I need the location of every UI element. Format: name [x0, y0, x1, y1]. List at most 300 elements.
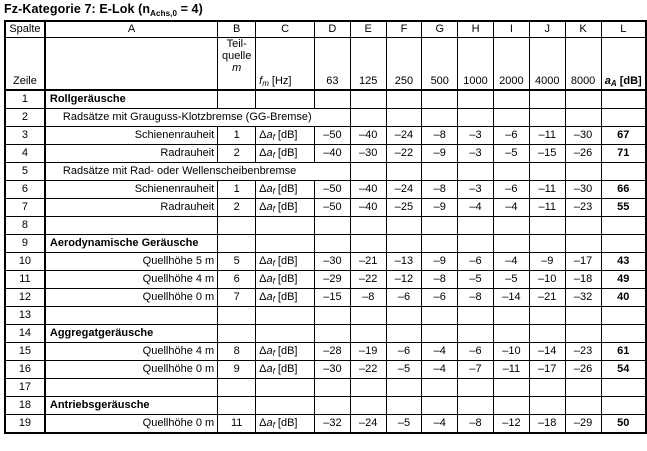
octave-band-value-cell: –6: [422, 289, 458, 307]
table-row: [5, 109, 646, 127]
octave-band-value-cell: –32: [565, 289, 601, 307]
table-row: [5, 217, 646, 235]
title-prefix: Fz-Kategorie 7: E-Lok (n: [4, 2, 151, 16]
aa-subscript: A: [610, 78, 617, 88]
octave-band-value-cell: –18: [529, 415, 565, 434]
empty-octave-cell: [458, 217, 494, 235]
source-name-cell: Quellhöhe 5 m: [45, 253, 218, 271]
col-letter-J: J: [529, 21, 565, 38]
octave-band-value-cell: –11: [529, 199, 565, 217]
octave-band-value-cell: –15: [314, 289, 350, 307]
octave-band-value-cell: –23: [565, 199, 601, 217]
a-weighted-total-cell: 71: [601, 145, 646, 163]
octave-band-value-cell: –9: [422, 145, 458, 163]
zeile-header: Zeile: [5, 38, 45, 91]
table-row: [5, 145, 646, 163]
col-letter-A: A: [45, 21, 218, 38]
empty-octave-cell: [314, 379, 350, 397]
row-number-cell: 6: [5, 181, 45, 199]
octave-band-value-cell: –9: [422, 253, 458, 271]
empty-octave-cell: [458, 163, 494, 181]
source-name-cell: Quellhöhe 0 m: [45, 289, 218, 307]
table-row: [5, 271, 646, 289]
table-row: [5, 90, 646, 109]
octave-band-value-cell: –8: [422, 181, 458, 199]
section-heading-cell: Antriebsgeräusche: [45, 397, 218, 415]
empty-fm-cell: [256, 307, 315, 325]
column-letter-row: [5, 21, 646, 38]
empty-octave-cell: [386, 90, 422, 109]
empty-octave-cell: [458, 90, 494, 109]
empty-total-cell: [601, 109, 646, 127]
empty-octave-cell: [350, 163, 386, 181]
empty-source-cell: [45, 379, 218, 397]
octave-band-value-cell: –26: [565, 145, 601, 163]
freq-2000: 2000: [493, 38, 529, 91]
empty-source-cell: [45, 217, 218, 235]
row-number-cell: 19: [5, 415, 45, 434]
empty-octave-cell: [529, 307, 565, 325]
column-title-row: [5, 38, 646, 91]
title-suffix: = 4): [177, 2, 203, 16]
a-weighted-total-cell: 66: [601, 181, 646, 199]
table-row: [5, 289, 646, 307]
delta-a-label-cell: $\Delta a_f$ [dB]: [256, 343, 315, 361]
empty-octave-cell: [386, 235, 422, 253]
delta-a-label-cell: $\Delta a_f$ [dB]: [256, 271, 315, 289]
octave-band-value-cell: –22: [386, 145, 422, 163]
empty-octave-cell: [350, 397, 386, 415]
empty-octave-cell: [565, 235, 601, 253]
row-number-cell: 15: [5, 343, 45, 361]
empty-octave-cell: [386, 163, 422, 181]
empty-octave-cell: [350, 307, 386, 325]
empty-octave-cell: [350, 235, 386, 253]
empty-octave-cell: [565, 379, 601, 397]
empty-octave-cell: [314, 235, 350, 253]
empty-octave-cell: [458, 307, 494, 325]
table-title: [4, 2, 647, 18]
title-subscript: Achs,0: [150, 9, 177, 18]
octave-band-value-cell: –22: [350, 271, 386, 289]
empty-total-cell: [601, 217, 646, 235]
source-name-cell: Quellhöhe 0 m: [45, 415, 218, 434]
source-name-cell: Radrauheit: [45, 145, 218, 163]
row-number-cell: 1: [5, 90, 45, 109]
empty-octave-cell: [493, 109, 529, 127]
empty-octave-cell: [350, 109, 386, 127]
row-number-cell: 12: [5, 289, 45, 307]
empty-fm-cell: [256, 379, 315, 397]
empty-octave-cell: [458, 235, 494, 253]
octave-band-value-cell: –5: [386, 415, 422, 434]
col-letter-G: G: [422, 21, 458, 38]
empty-octave-cell: [529, 235, 565, 253]
empty-octave-cell: [565, 109, 601, 127]
octave-band-value-cell: –29: [565, 415, 601, 434]
empty-octave-cell: [493, 325, 529, 343]
octave-band-value-cell: –6: [386, 343, 422, 361]
empty-octave-cell: [529, 90, 565, 109]
fm-symbol: f: [259, 74, 263, 87]
delta-a-label-cell: $\Delta a_f$ [dB]: [256, 145, 315, 163]
octave-band-value-cell: –4: [458, 199, 494, 217]
octave-band-value-cell: –6: [458, 343, 494, 361]
octave-band-value-cell: –14: [493, 289, 529, 307]
aa-unit: [dB]: [616, 74, 642, 87]
row-number-cell: 7: [5, 199, 45, 217]
empty-octave-cell: [493, 307, 529, 325]
empty-teilquelle-cell: [218, 325, 256, 343]
octave-band-value-cell: –3: [458, 145, 494, 163]
empty-octave-cell: [422, 397, 458, 415]
empty-octave-cell: [422, 163, 458, 181]
col-letter-F: F: [386, 21, 422, 38]
empty-total-cell: [601, 379, 646, 397]
teilquelle-number-cell: 7: [218, 289, 256, 307]
empty-octave-cell: [422, 109, 458, 127]
empty-total-cell: [601, 90, 646, 109]
table-row: [5, 397, 646, 415]
section-heading-cell: Aerodynamische Geräusche: [45, 235, 218, 253]
empty-octave-cell: [565, 90, 601, 109]
octave-band-value-cell: –21: [529, 289, 565, 307]
a-weighted-total-cell: 43: [601, 253, 646, 271]
octave-band-value-cell: –5: [458, 271, 494, 289]
empty-octave-cell: [458, 379, 494, 397]
empty-octave-cell: [565, 325, 601, 343]
freq-8000: 8000: [565, 38, 601, 91]
row-number-cell: 18: [5, 397, 45, 415]
octave-band-value-cell: –24: [386, 127, 422, 145]
empty-total-cell: [601, 307, 646, 325]
empty-total-cell: [601, 235, 646, 253]
empty-octave-cell: [493, 235, 529, 253]
col-letter-H: H: [458, 21, 494, 38]
empty-octave-cell: [386, 325, 422, 343]
empty-octave-cell: [493, 90, 529, 109]
delta-a-label-cell: $\Delta a_f$ [dB]: [256, 127, 315, 145]
source-name-cell: Quellhöhe 0 m: [45, 361, 218, 379]
octave-band-value-cell: –32: [314, 415, 350, 434]
empty-octave-cell: [386, 217, 422, 235]
empty-octave-cell: [565, 217, 601, 235]
empty-octave-cell: [565, 307, 601, 325]
row-number-cell: 3: [5, 127, 45, 145]
fm-subscript: m: [262, 78, 269, 88]
a-weighted-total-cell: 50: [601, 415, 646, 434]
octave-band-value-cell: –11: [529, 127, 565, 145]
delta-a-label-cell: $\Delta a_f$ [dB]: [256, 181, 315, 199]
a-weighted-total-cell: 49: [601, 271, 646, 289]
octave-band-value-cell: –8: [350, 289, 386, 307]
table-row: [5, 181, 646, 199]
teilquelle-number-cell: 9: [218, 361, 256, 379]
fm-unit: [Hz]: [268, 74, 292, 87]
col-letter-D: D: [314, 21, 350, 38]
col-letter-L: L: [601, 21, 646, 38]
aa-header: [601, 38, 646, 91]
octave-band-value-cell: –12: [386, 271, 422, 289]
octave-band-value-cell: –17: [529, 361, 565, 379]
empty-fm-cell: [256, 235, 315, 253]
delta-a-label-cell: $\Delta a_f$ [dB]: [256, 199, 315, 217]
delta-a-label-cell: $\Delta a_f$ [dB]: [256, 361, 315, 379]
octave-band-value-cell: –15: [529, 145, 565, 163]
empty-octave-cell: [350, 217, 386, 235]
empty-octave-cell: [422, 325, 458, 343]
empty-octave-cell: [422, 217, 458, 235]
octave-band-value-cell: –8: [422, 127, 458, 145]
octave-band-value-cell: –3: [458, 127, 494, 145]
octave-band-value-cell: –29: [314, 271, 350, 289]
subsection-heading-cell: Radsätze mit Grauguss-Klotzbremse (GG-Bremse): [45, 109, 350, 127]
empty-octave-cell: [422, 379, 458, 397]
freq-125: 125: [350, 38, 386, 91]
octave-band-value-cell: –22: [350, 361, 386, 379]
table-row: [5, 325, 646, 343]
octave-band-value-cell: –17: [565, 253, 601, 271]
empty-octave-cell: [493, 163, 529, 181]
empty-octave-cell: [422, 90, 458, 109]
octave-band-value-cell: –21: [350, 253, 386, 271]
empty-octave-cell: [529, 217, 565, 235]
empty-octave-cell: [529, 109, 565, 127]
octave-band-value-cell: –12: [493, 415, 529, 434]
empty-octave-cell: [314, 397, 350, 415]
octave-band-value-cell: –13: [386, 253, 422, 271]
octave-band-value-cell: –30: [565, 127, 601, 145]
empty-octave-cell: [314, 325, 350, 343]
octave-band-value-cell: –8: [458, 289, 494, 307]
subsection-heading-cell: Radsätze mit Rad- oder Wellenscheibenbremse: [45, 163, 350, 181]
table-row: [5, 307, 646, 325]
empty-octave-cell: [350, 90, 386, 109]
octave-band-value-cell: –8: [458, 415, 494, 434]
teilquelle-header: [218, 38, 256, 91]
octave-band-value-cell: –30: [350, 145, 386, 163]
empty-octave-cell: [565, 397, 601, 415]
empty-total-cell: [601, 397, 646, 415]
octave-band-value-cell: –9: [529, 253, 565, 271]
empty-octave-cell: [493, 379, 529, 397]
table-row: [5, 127, 646, 145]
teilquelle-number-cell: 8: [218, 343, 256, 361]
empty-octave-cell: [529, 163, 565, 181]
empty-octave-cell: [386, 109, 422, 127]
freq-250: 250: [386, 38, 422, 91]
octave-band-value-cell: –6: [386, 289, 422, 307]
empty-octave-cell: [422, 307, 458, 325]
teilquelle-number-cell: 5: [218, 253, 256, 271]
teilquelle-number-cell: 6: [218, 271, 256, 289]
empty-octave-cell: [350, 379, 386, 397]
octave-band-value-cell: –4: [422, 343, 458, 361]
teilquelle-number-cell: 11: [218, 415, 256, 434]
row-number-cell: 16: [5, 361, 45, 379]
delta-a-label-cell: $\Delta a_f$ [dB]: [256, 253, 315, 271]
empty-octave-cell: [529, 379, 565, 397]
freq-500: 500: [422, 38, 458, 91]
row-number-cell: 9: [5, 235, 45, 253]
octave-band-value-cell: –6: [493, 127, 529, 145]
octave-band-value-cell: –5: [386, 361, 422, 379]
octave-band-value-cell: –28: [314, 343, 350, 361]
empty-octave-cell: [350, 325, 386, 343]
table-row: [5, 415, 646, 434]
octave-band-value-cell: –24: [350, 415, 386, 434]
col-letter-E: E: [350, 21, 386, 38]
col-letter-C: C: [256, 21, 315, 38]
octave-band-value-cell: –4: [422, 415, 458, 434]
emission-data-table: [4, 20, 647, 434]
section-heading-cell: Rollgeräusche: [45, 90, 218, 109]
fm-header: [256, 38, 315, 91]
octave-band-value-cell: –25: [386, 199, 422, 217]
section-heading-cell: Aggregatgeräusche: [45, 325, 218, 343]
octave-band-value-cell: –9: [422, 199, 458, 217]
empty-octave-cell: [458, 109, 494, 127]
octave-band-value-cell: –30: [314, 361, 350, 379]
octave-band-value-cell: –7: [458, 361, 494, 379]
empty-octave-cell: [314, 90, 350, 109]
octave-band-value-cell: –24: [386, 181, 422, 199]
empty-octave-cell: [386, 379, 422, 397]
octave-band-value-cell: –40: [350, 199, 386, 217]
empty-octave-cell: [529, 397, 565, 415]
empty-teilquelle-cell: [218, 235, 256, 253]
a-weighted-total-cell: 55: [601, 199, 646, 217]
empty-octave-cell: [386, 307, 422, 325]
teilquelle-number-cell: 2: [218, 145, 256, 163]
row-number-cell: 11: [5, 271, 45, 289]
source-name-cell: Radrauheit: [45, 199, 218, 217]
col-letter-I: I: [493, 21, 529, 38]
octave-band-value-cell: –5: [493, 271, 529, 289]
octave-band-value-cell: –18: [565, 271, 601, 289]
empty-octave-cell: [422, 235, 458, 253]
octave-band-value-cell: –40: [314, 145, 350, 163]
table-row: [5, 379, 646, 397]
octave-band-value-cell: –50: [314, 199, 350, 217]
octave-band-value-cell: –23: [565, 343, 601, 361]
octave-band-value-cell: –30: [314, 253, 350, 271]
freq-4000: 4000: [529, 38, 565, 91]
octave-band-value-cell: –4: [422, 361, 458, 379]
octave-band-value-cell: –40: [350, 181, 386, 199]
a-weighted-total-cell: 61: [601, 343, 646, 361]
aa-symbol: a: [604, 74, 611, 87]
freq-1000: 1000: [458, 38, 494, 91]
a-weighted-total-cell: 67: [601, 127, 646, 145]
octave-band-value-cell: –40: [350, 127, 386, 145]
col-letter-K: K: [565, 21, 601, 38]
octave-band-value-cell: –50: [314, 181, 350, 199]
teilquelle-line2: quelle: [222, 50, 252, 63]
empty-fm-cell: [256, 397, 315, 415]
table-row: [5, 199, 646, 217]
row-number-cell: 13: [5, 307, 45, 325]
octave-band-value-cell: –10: [493, 343, 529, 361]
empty-fm-cell: [256, 217, 315, 235]
empty-source-cell: [45, 307, 218, 325]
octave-band-value-cell: –5: [493, 145, 529, 163]
freq-63: 63: [314, 38, 350, 91]
empty-total-cell: [601, 325, 646, 343]
octave-band-value-cell: –10: [529, 271, 565, 289]
octave-band-value-cell: –6: [458, 253, 494, 271]
octave-band-value-cell: –26: [565, 361, 601, 379]
octave-band-value-cell: –3: [458, 181, 494, 199]
row-number-cell: 4: [5, 145, 45, 163]
row-number-cell: 8: [5, 217, 45, 235]
empty-teilquelle-cell: [218, 379, 256, 397]
source-name-cell: Schienenrauheit: [45, 127, 218, 145]
octave-band-value-cell: –11: [529, 181, 565, 199]
teilquelle-number-cell: 1: [218, 127, 256, 145]
empty-octave-cell: [386, 397, 422, 415]
row-number-cell: 5: [5, 163, 45, 181]
delta-a-label-cell: $\Delta a_f$ [dB]: [256, 415, 315, 434]
delta-a-label-cell: $\Delta a_f$ [dB]: [256, 289, 315, 307]
empty-octave-cell: [458, 325, 494, 343]
a-weighted-total-cell: 40: [601, 289, 646, 307]
empty-teilquelle-cell: [218, 397, 256, 415]
row-number-cell: 2: [5, 109, 45, 127]
empty-teilquelle-cell: [218, 90, 256, 109]
octave-band-value-cell: –30: [565, 181, 601, 199]
empty-total-cell: [601, 163, 646, 181]
teilquelle-line1: Teil-: [226, 38, 247, 50]
empty-octave-cell: [493, 217, 529, 235]
spalte-header: Spalte: [5, 21, 45, 38]
octave-band-value-cell: –8: [422, 271, 458, 289]
table-body: [5, 90, 646, 433]
table-row: [5, 253, 646, 271]
source-name-cell: Schienenrauheit: [45, 181, 218, 199]
empty-fm-cell: [256, 90, 315, 109]
octave-band-value-cell: –19: [350, 343, 386, 361]
a-weighted-total-cell: 54: [601, 361, 646, 379]
row-number-cell: 10: [5, 253, 45, 271]
octave-band-value-cell: –4: [493, 199, 529, 217]
empty-octave-cell: [458, 397, 494, 415]
empty-fm-cell: [256, 325, 315, 343]
empty-teilquelle-cell: [218, 217, 256, 235]
empty-octave-cell: [565, 163, 601, 181]
row-number-cell: 14: [5, 325, 45, 343]
empty-octave-cell: [314, 307, 350, 325]
empty-octave-cell: [314, 217, 350, 235]
colA-header-empty: [45, 38, 218, 91]
teilquelle-number-cell: 2: [218, 199, 256, 217]
empty-octave-cell: [529, 325, 565, 343]
table-row: [5, 361, 646, 379]
empty-teilquelle-cell: [218, 307, 256, 325]
teilquelle-number-cell: 1: [218, 181, 256, 199]
teilquelle-m-symbol: m: [232, 62, 242, 75]
octave-band-value-cell: –50: [314, 127, 350, 145]
octave-band-value-cell: –4: [493, 253, 529, 271]
octave-band-value-cell: –11: [493, 361, 529, 379]
empty-octave-cell: [493, 397, 529, 415]
table-row: [5, 235, 646, 253]
row-number-cell: 17: [5, 379, 45, 397]
source-name-cell: Quellhöhe 4 m: [45, 271, 218, 289]
table-row: [5, 163, 646, 181]
table-row: [5, 343, 646, 361]
col-letter-B: B: [218, 21, 256, 38]
